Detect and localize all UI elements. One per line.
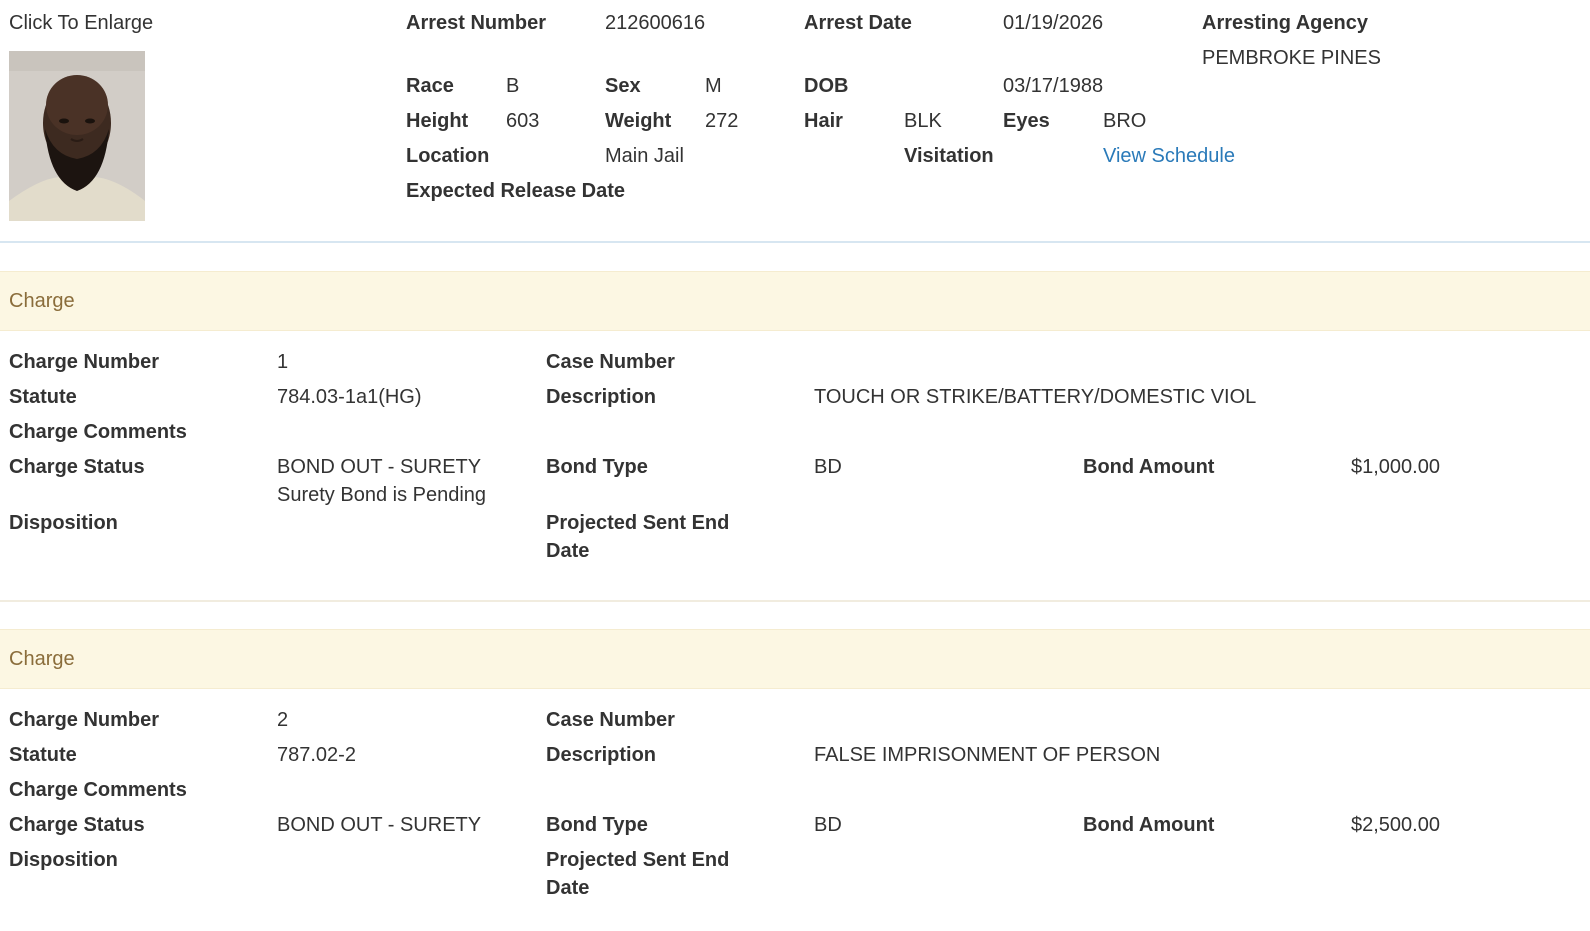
disposition-label: Disposition <box>9 512 118 534</box>
dob-label: DOB <box>804 75 849 97</box>
location-value: Main Jail <box>605 145 684 167</box>
mugshot-image <box>9 51 145 221</box>
bond-amount-label: Bond Amount <box>1083 814 1215 836</box>
description-value: FALSE IMPRISONMENT OF PERSON <box>814 744 1161 766</box>
description-label: Description <box>546 386 657 408</box>
charge-comments-label: Charge Comments <box>9 779 187 801</box>
statute-value: 787.02-2 <box>277 744 356 766</box>
sex-value: M <box>705 75 722 97</box>
arrest-number-value: 212600616 <box>605 12 706 34</box>
charge-section-title: Charge <box>9 290 75 312</box>
race-label: Race <box>406 75 454 97</box>
sex-label: Sex <box>605 75 641 97</box>
charge-status-label: Charge Status <box>9 814 145 836</box>
photo-caption[interactable]: Click To Enlarge <box>9 12 154 34</box>
weight-label: Weight <box>605 110 672 132</box>
race-value: B <box>506 75 520 97</box>
statute-label: Statute <box>9 386 77 408</box>
expected-release-label: Expected Release Date <box>406 180 626 202</box>
charge-section-title: Charge <box>9 648 75 670</box>
eyes-value: BRO <box>1103 110 1147 132</box>
projected-sent-end-label: Projected Sent End <box>546 512 730 534</box>
bond-amount-value: $1,000.00 <box>1351 456 1440 478</box>
charge-status-value: BOND OUT - SURETY <box>277 456 482 478</box>
arrest-date-label: Arrest Date <box>804 12 912 34</box>
projected-sent-end-label: Projected Sent End <box>546 849 730 871</box>
height-value: 603 <box>506 110 540 132</box>
charge-section-header <box>0 271 1590 331</box>
charge-number-value: 1 <box>277 351 289 373</box>
charge-status-label: Charge Status <box>9 456 145 478</box>
charge-divider <box>0 600 1590 602</box>
bond-type-label: Bond Type <box>546 456 648 478</box>
bond-amount-label: Bond Amount <box>1083 456 1215 478</box>
bond-type-label: Bond Type <box>546 814 648 836</box>
charge-status-note: Surety Bond is Pending <box>277 484 487 506</box>
height-label: Height <box>406 110 469 132</box>
bond-type-value: BD <box>814 814 842 836</box>
arrest-number-label: Arrest Number <box>406 12 547 34</box>
case-number-label: Case Number <box>546 351 675 373</box>
charge-comments-label: Charge Comments <box>9 421 187 443</box>
location-label: Location <box>406 145 490 167</box>
header-divider <box>0 241 1590 243</box>
dob-value: 03/17/1988 <box>1003 75 1104 97</box>
projected-sent-end-label-date: Date <box>546 877 590 899</box>
mugshot-photo[interactable] <box>9 51 145 221</box>
statute-value: 784.03-1a1(HG) <box>277 386 422 408</box>
visitation-label: Visitation <box>904 145 994 167</box>
charge-status-value: BOND OUT - SURETY <box>277 814 482 836</box>
bond-amount-value: $2,500.00 <box>1351 814 1440 836</box>
arresting-agency-label: Arresting Agency <box>1202 12 1368 34</box>
charge-section-header <box>0 629 1590 689</box>
hair-value: BLK <box>904 110 942 132</box>
weight-value: 272 <box>705 110 739 132</box>
arrest-date-value: 01/19/2026 <box>1003 12 1104 34</box>
charge-number-label: Charge Number <box>9 351 160 373</box>
description-value: TOUCH OR STRIKE/BATTERY/DOMESTIC VIOL <box>814 386 1257 408</box>
hair-label: Hair <box>804 110 843 132</box>
disposition-label: Disposition <box>9 849 118 871</box>
statute-label: Statute <box>9 744 77 766</box>
bond-type-value: BD <box>814 456 842 478</box>
arresting-agency-value: PEMBROKE PINES <box>1202 47 1381 69</box>
charge-number-value: 2 <box>277 709 289 731</box>
case-number-label: Case Number <box>546 709 675 731</box>
description-label: Description <box>546 744 657 766</box>
eyes-label: Eyes <box>1003 110 1050 132</box>
view-schedule-link[interactable]: View Schedule <box>1103 145 1235 167</box>
charge-number-label: Charge Number <box>9 709 160 731</box>
projected-sent-end-label-date: Date <box>546 540 590 562</box>
